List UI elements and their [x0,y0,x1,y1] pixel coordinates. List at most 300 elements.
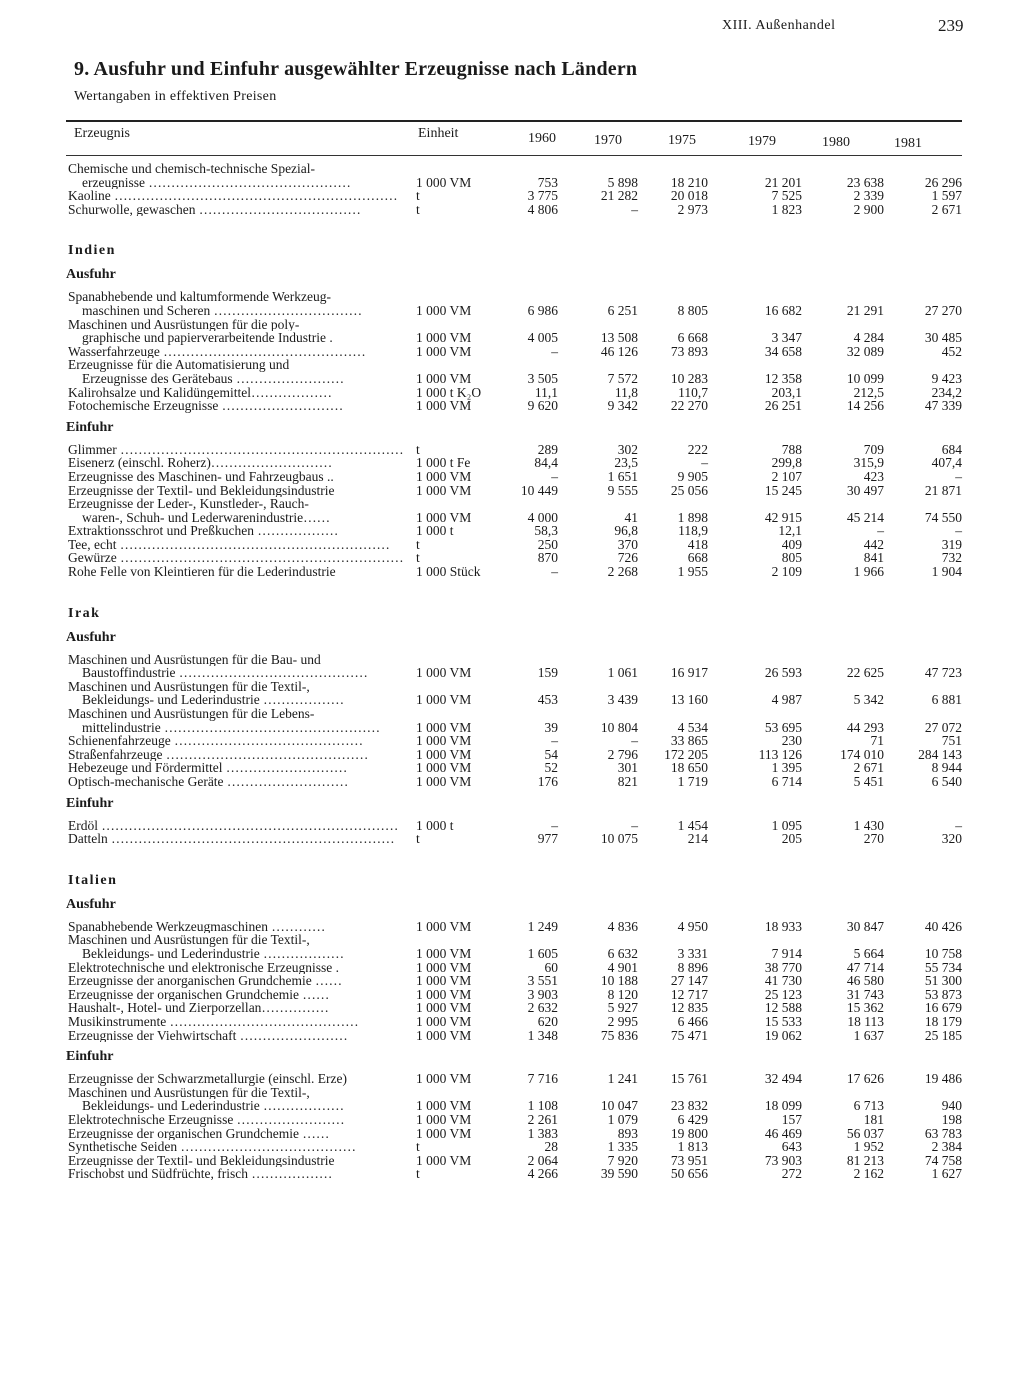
product-label: Erzeugnisse der Textil- und Bekleidungsindustrie [68,483,335,498]
value-cell: 27 072 [924,719,962,735]
value-cell: 1 904 [931,564,962,580]
value-cell: 172 205 [664,746,708,762]
value-cell: 1 955 [677,564,708,580]
value-cell: 3 505 [527,370,558,386]
table-row [60,774,962,789]
value-cell: 8 805 [677,302,708,318]
value-cell: 319 [941,536,962,552]
value-cell: 4 000 [527,509,558,525]
value-cell: 1 383 [527,1125,558,1141]
value-cell: 1 813 [677,1139,708,1155]
table-row [60,302,962,318]
value-cell: 46 580 [846,973,884,989]
value-cell: 2 671 [931,201,962,217]
value-cell: 6 986 [527,302,558,318]
value-cell: 214 [687,831,708,847]
value-cell: 25 123 [764,986,802,1002]
value-cell: 12 717 [670,986,708,1002]
value-cell: 15 533 [764,1013,802,1029]
table-row [60,455,962,471]
table-row [60,1152,962,1168]
product-label: Erzeugnisse der anorganischen Grundchemie …… [68,974,343,988]
unit-cell: 1 000 VM [416,398,472,414]
value-cell: 418 [687,536,708,552]
product-label: Synthetische Seiden ………………………………… [68,1140,356,1154]
value-cell: 47 714 [846,959,884,975]
value-cell: 1 095 [771,817,802,833]
value-cell: 31 743 [846,986,884,1002]
value-cell: 12 588 [764,1000,802,1016]
value-cell: 4 534 [677,719,708,735]
value-cell: 4 005 [527,330,558,346]
value-cell: 10 758 [924,945,962,961]
value-cell: 3 775 [527,188,558,204]
table-row [60,318,950,332]
value-cell: 10 047 [600,1098,638,1114]
value-cell: 198 [941,1111,962,1127]
value-cell: 2 109 [771,564,802,580]
table-row [60,188,962,204]
value-cell: 2 900 [853,201,884,217]
unit-cell: 1 000 VM [416,959,472,975]
value-cell: 4 266 [527,1166,558,1182]
product-label: maschinen und Scheren …………………………… [82,303,363,318]
column-header-year: 1981 [894,136,922,151]
value-cell: 453 [537,692,558,708]
value-cell: 788 [781,441,802,457]
value-cell: 12 835 [670,1000,708,1016]
unit-cell: 1 000 VM [416,468,472,484]
value-cell: – [551,468,558,484]
value-cell: 7 914 [771,945,802,961]
value-cell: 289 [537,441,558,457]
page-number: 239 [938,16,964,35]
unit-cell: t [416,188,420,204]
value-cell: 6 429 [677,1111,708,1127]
value-cell: 41 [624,509,638,525]
table-row [60,719,962,735]
value-cell: 23 638 [846,174,884,190]
value-cell: 20 018 [670,188,708,204]
value-cell: 10 449 [520,482,558,498]
data-table-body [60,162,962,1182]
product-label: Schurwolle, gewaschen ……………………………… [68,202,361,217]
value-cell: – [551,343,558,359]
unit-cell: t [416,550,420,566]
value-cell: 75 471 [670,1027,708,1043]
table-row [60,497,950,511]
value-cell: 21 291 [846,302,884,318]
value-cell: 1 651 [607,468,638,484]
value-cell: 32 494 [764,1071,802,1087]
value-cell: 4 901 [607,959,638,975]
section-spacer [60,216,950,242]
value-cell: 26 296 [924,174,962,190]
value-cell: 55 734 [924,959,962,975]
product-label: Wasserfahrzeuge ……………………………………… [68,344,366,359]
value-cell: 2 973 [677,201,708,217]
column-header-year: 1970 [594,133,622,148]
value-cell: 159 [537,665,558,681]
table-row [60,653,950,667]
table-row [60,945,962,961]
unit-cell: 1 000 VM [416,302,472,318]
flow-heading: Einfuhr [66,795,114,811]
value-cell: 10 075 [600,831,638,847]
product-label: Tee, echt …………………………………………………… [68,537,390,552]
value-cell: 2 796 [607,746,638,762]
value-cell: 2 384 [931,1139,962,1155]
product-label: Gewürze ……………………………………………………… [68,551,404,566]
column-header-year: 1975 [668,133,696,148]
value-cell: 320 [941,831,962,847]
value-cell: 53 873 [924,986,962,1002]
product-label: Glimmer ……………………………………………………… [68,442,404,457]
value-cell: 10 804 [600,719,638,735]
value-cell: 73 951 [670,1152,708,1168]
product-label: Erzeugnisse des Gerätebaus …………………… [82,371,345,386]
product-label: Hebezeuge und Fördermittel ……………………… [68,761,348,775]
product-label: Frischobst und Südfrüchte, frisch ……………… [68,1167,333,1181]
unit-cell: 1 000 VM [416,1027,472,1043]
value-cell: 442 [863,536,884,552]
value-cell: 110,7 [678,384,708,400]
value-cell: 1 241 [607,1071,638,1087]
value-cell: 7 572 [607,370,638,386]
product-label: Datteln ……………………………………………………… [68,832,395,846]
table-row [60,1125,962,1141]
value-cell: 2 162 [853,1166,884,1182]
value-cell: 1 605 [527,945,558,961]
table-row [60,733,962,749]
product-label: Elektrotechnische Erzeugnisse …………………… [68,1112,345,1127]
value-cell: 157 [781,1111,802,1127]
value-cell: 52 [544,760,558,776]
value-cell: 423 [863,468,884,484]
value-cell: 16 682 [764,302,802,318]
value-cell: 4 987 [771,692,802,708]
table-row [60,973,962,989]
value-cell: 205 [781,831,802,847]
value-cell: 684 [941,441,962,457]
value-cell: 3 439 [607,692,638,708]
product-label: Rohe Felle von Kleintieren für die Lederindustrie [68,565,336,579]
value-cell: 272 [781,1166,802,1182]
country-heading: Italien [68,872,118,888]
value-cell: 73 893 [670,343,708,359]
value-cell: 21 201 [764,174,802,190]
value-cell: 3 903 [527,986,558,1002]
product-label: Kaoline ……………………………………………………… [68,189,398,203]
product-label: Maschinen und Ausrüstungen für die Textil-, [68,933,310,947]
product-label: Erzeugnisse der Textil- und Bekleidungsindustrie [68,1153,335,1168]
unit-cell: 1 000 VM [416,1071,472,1087]
product-label: Bekleidungs- und Lederindustrie ……………… [82,693,345,708]
value-cell: 23,5 [614,455,638,471]
value-cell: 301 [617,760,638,776]
product-label: Maschinen und Ausrüstungen für die poly- [68,317,300,332]
column-header-unit: Einheit [418,126,459,141]
unit-cell: 1 000 VM [416,343,472,359]
unit-cell: 1 000 VM [416,174,472,190]
table-row [60,509,962,525]
value-cell: 370 [617,536,638,552]
unit-cell: 1 000 VM [416,918,472,934]
value-cell: 42 915 [764,509,802,525]
table-row [60,370,962,386]
value-cell: 4 836 [607,918,638,934]
value-cell: 805 [781,550,802,566]
table-row [60,468,962,484]
value-cell: 5 898 [607,174,638,190]
value-cell: – [631,201,638,217]
product-label: Baustoffindustrie …………………………………… [82,666,368,680]
value-cell: 1 395 [771,760,802,776]
value-cell: 22 270 [670,398,708,414]
unit-cell: 1 000 VM [416,1013,472,1029]
table-row [60,831,962,847]
value-cell: 2 268 [607,564,638,580]
header-rule-top [66,120,962,122]
unit-cell: 1 000 VM [416,692,472,708]
value-cell: 6 881 [931,692,962,708]
unit-cell: 1 000 VM [416,774,472,789]
value-cell: 9 423 [931,370,962,386]
unit-cell: 1 000 t K₂O [416,384,482,400]
value-cell: 2 632 [527,1000,558,1016]
product-label: Maschinen und Ausrüstungen für die Textil-, [68,679,310,694]
product-label: Erzeugnisse der Schwarzmetallurgie (einschl. Erze) [68,1072,348,1086]
table-row [60,817,962,833]
table-row [60,1166,962,1182]
value-cell: – [631,733,638,749]
value-cell: 2 261 [527,1111,558,1127]
product-label: Erzeugnisse der organischen Grundchemie …… [68,987,330,1002]
unit-cell: 1 000 VM [416,482,472,498]
table-row [60,358,950,372]
value-cell: 751 [941,733,962,749]
product-label: Maschinen und Ausrüstungen für die Bau- und [68,652,321,667]
unit-cell: 1 000 VM [416,733,472,749]
value-cell: 33 865 [670,733,708,749]
value-cell: 18 210 [670,174,708,190]
unit-cell: 1 000 VM [416,760,472,776]
value-cell: 2 671 [853,760,884,776]
value-cell: 8 944 [931,760,962,776]
value-cell: 1 627 [931,1166,962,1182]
table-row [60,1111,962,1127]
table-row [60,1139,962,1155]
unit-cell: 1 000 t [416,523,454,539]
unit-cell: 1 000 VM [416,973,472,989]
value-cell: – [955,817,962,833]
product-label: Bekleidungs- und Lederindustrie ……………… [82,946,345,961]
value-cell: 54 [544,746,558,762]
flow-heading: Einfuhr [66,419,114,435]
value-cell: 47 339 [924,398,962,414]
value-cell: 74 758 [924,1152,962,1168]
value-cell: 6 540 [931,774,962,789]
product-label: Erzeugnisse für die Automatisierung und [68,358,290,372]
value-cell: 56 037 [846,1125,884,1141]
value-cell: 409 [781,536,802,552]
value-cell: 1 108 [527,1098,558,1114]
value-cell: 19 800 [670,1125,708,1141]
unit-cell: t [416,1139,420,1155]
value-cell: 1 061 [607,665,638,681]
value-cell: – [955,468,962,484]
unit-cell: 1 000 VM [416,746,472,762]
value-cell: 84,4 [534,455,558,471]
value-cell: 1 823 [771,201,802,217]
value-cell: 18 179 [924,1013,962,1029]
table-row [60,290,950,304]
product-label: Musikinstrumente …………………………………… [68,1014,359,1029]
value-cell: 51 300 [924,973,962,989]
value-cell: 174 010 [840,746,884,762]
unit-cell: 1 000 VM [416,1000,472,1016]
table-row [60,707,950,721]
value-cell: 10 099 [846,370,884,386]
table-row [60,162,950,176]
value-cell: 299,8 [771,455,802,471]
value-cell: – [631,817,638,833]
table-row [60,760,962,776]
product-label: Erzeugnisse des Maschinen- und Fahrzeugbaus .. [68,469,334,484]
value-cell: 23 832 [670,1098,708,1114]
value-cell: 10 283 [670,370,708,386]
value-cell: 75 836 [600,1027,638,1043]
product-label: mittelindustrie ………………………………………… [82,720,381,735]
value-cell: 5 664 [853,945,884,961]
value-cell: 22 625 [846,665,884,681]
value-cell: 2 995 [607,1013,638,1029]
value-cell: 1 249 [527,918,558,934]
product-label: Fotochemische Erzeugnisse ……………………… [68,399,344,413]
value-cell: 28 [544,1139,558,1155]
value-cell: 668 [687,550,708,566]
value-cell: 9 342 [607,398,638,414]
flow-heading: Ausfuhr [66,267,116,283]
table-row [60,441,962,457]
value-cell: 15 362 [846,1000,884,1016]
country-heading: Irak [68,605,101,621]
value-cell: 234,2 [931,384,962,400]
table-row [60,482,962,498]
unit-cell: 1 000 VM [416,945,472,961]
value-cell: 3 331 [677,945,708,961]
unit-cell: 1 000 VM [416,370,472,386]
country-heading: Indien [68,243,116,259]
unit-cell: 1 000 VM [416,665,472,681]
value-cell: 18 650 [670,760,708,776]
table-row [60,1013,962,1029]
value-cell: 284 143 [918,746,962,762]
value-cell: 250 [537,536,558,552]
product-label: Erzeugnisse der organischen Grundchemie …… [68,1126,330,1141]
table-row [60,1071,962,1087]
value-cell: 50 656 [670,1166,708,1182]
table-row [60,174,962,190]
value-cell: 620 [537,1013,558,1029]
value-cell: 2 064 [527,1152,558,1168]
header-rule-bottom [66,155,962,156]
value-cell: 1 335 [607,1139,638,1155]
value-cell: 5 342 [853,692,884,708]
value-cell: 8 120 [607,986,638,1002]
value-cell: 270 [863,831,884,847]
value-cell: 46 469 [764,1125,802,1141]
value-cell: 30 485 [924,330,962,346]
value-cell: 1 454 [677,817,708,833]
table-row [60,918,962,934]
product-label: Straßenfahrzeuge ……………………………………… [68,747,369,762]
product-label: Erzeugnisse der Viehwirtschaft …………………… [68,1028,348,1043]
value-cell: 118,9 [678,523,708,539]
value-cell: 16 917 [670,665,708,681]
value-cell: 21 282 [600,188,638,204]
value-cell: 58,3 [534,523,558,539]
value-cell: 3 347 [771,330,802,346]
table-row [60,680,950,694]
value-cell: 181 [863,1111,884,1127]
value-cell: 18 933 [764,918,802,934]
value-cell: 1 637 [853,1027,884,1043]
value-cell: 39 [544,719,558,735]
table-row [60,384,962,400]
value-cell: 315,9 [853,455,884,471]
value-cell: 32 089 [846,343,884,359]
value-cell: 25 056 [670,482,708,498]
table-row [60,1086,950,1100]
product-label: waren-, Schuh- und Lederwarenindustrie…… [82,510,331,525]
value-cell: 74 550 [924,509,962,525]
value-cell: 12,1 [778,523,802,539]
value-cell: 821 [617,774,638,789]
value-cell: 6 466 [677,1013,708,1029]
value-cell: 230 [781,733,802,749]
product-label: Maschinen und Ausrüstungen für die Textil-, [68,1085,310,1100]
value-cell: 30 847 [846,918,884,934]
column-header-year: 1980 [822,135,850,150]
unit-cell: 1 000 Stück [416,564,481,580]
value-cell: 203,1 [771,384,802,400]
unit-cell: 1 000 VM [416,1152,472,1168]
table-row [60,1098,962,1114]
unit-cell: 1 000 VM [416,330,472,346]
value-cell: 27 147 [670,973,708,989]
section-spacer [60,579,950,605]
value-cell: 30 497 [846,482,884,498]
value-cell: 34 658 [764,343,802,359]
running-header-section: XIII. Außenhandel [722,18,836,33]
table-row [60,398,962,414]
value-cell: 18 099 [764,1098,802,1114]
flow-heading: Einfuhr [66,1049,114,1065]
unit-cell: 1 000 t [416,817,454,833]
value-cell: 53 695 [764,719,802,735]
value-cell: 18 113 [847,1013,884,1029]
value-cell: 9 620 [527,398,558,414]
value-cell: 16 679 [924,1000,962,1016]
value-cell: 732 [941,550,962,566]
product-label: Erdöl ………………………………………………………… [68,818,399,833]
value-cell: 222 [687,441,708,457]
value-cell: – [955,523,962,539]
value-cell: 11,8 [614,384,638,400]
value-cell: 7 525 [771,188,802,204]
column-header-year: 1979 [748,134,776,149]
